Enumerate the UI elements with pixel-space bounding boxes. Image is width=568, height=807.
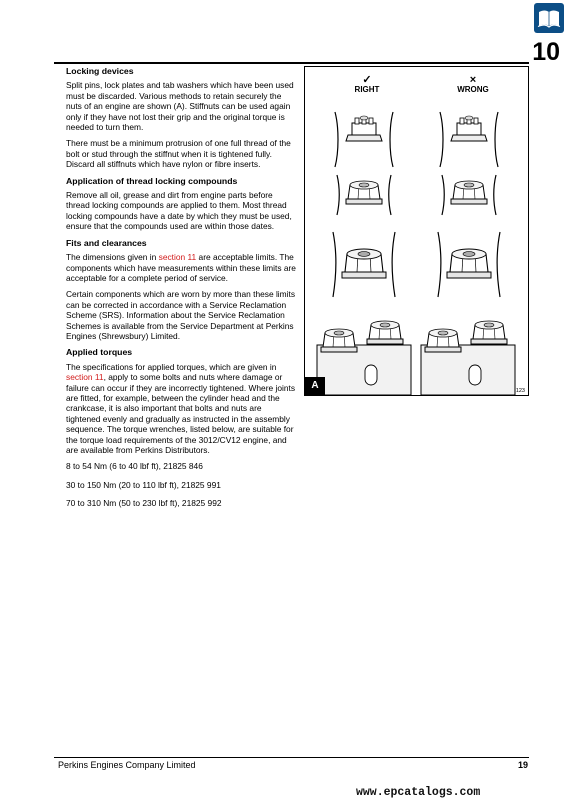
paragraph: There must be a minimum protrusion of one full thread of the bolt or stud through the stiffnut when it is tightened fully. Discard all stiffnuts which have nylon or fibre inserts. (66, 138, 291, 170)
torque-wrench-item: 30 to 150 Nm (20 to 110 lbf ft), 21825 991 (66, 479, 221, 490)
figure-label-a: A (305, 377, 325, 395)
heading-thread-locking: Application of thread locking compounds (66, 175, 238, 186)
footer-company-name: Perkins Engines Company Limited (58, 760, 196, 770)
paragraph-text: , apply to some bolts and nuts where damage or failure can occur if they are incorrectly tightened. Where joints are fitted, for example, between the cylinder head and the crankcase, it is also important that bolts and nuts are tightened evenly and gradually as instructed in the assembly sequence. The torque wrenches, listed below, are suitable for the torque load requirements of the 3012/CV12 engine, and are available from Perkins Distributors. (66, 372, 296, 455)
torque-wrench-item: 70 to 310 Nm (50 to 230 lbf ft), 21825 992 (66, 498, 222, 509)
paragraph-text: The dimensions given in (66, 252, 159, 263)
section-11-link[interactable]: section 11 (158, 252, 197, 263)
section-11-link[interactable]: section 11 (66, 372, 104, 383)
paragraph: Certain components which are worn by more than these limits can be corrected in accordance with a Service Reclamation Scheme (SRS). Information about the Service Reclamation Schemes is available from the Service Department at Perkins Engines (Shrewsbury) Limited. (66, 289, 296, 341)
paragraph: Split pins, lock plates and tab washers which have been used must be discarded. Various methods to retain securely the nuts of an engine are shown (A). Stiffnuts can be used again only if they have not lost their grip and the original torque is needed to turn them. (66, 80, 294, 133)
paragraph-text: are acceptable limits. The components which have measurements within these limits are acceptable for a complete period of service. (66, 252, 296, 283)
wrong-label: WRONG (457, 85, 489, 94)
footer-page-number: 19 (517, 760, 528, 770)
paragraph-text: The specifications for applied torques, which are given in (66, 361, 277, 372)
watermark-url[interactable]: www.epcatalogs.com (356, 786, 481, 799)
paragraph: Remove all oil, grease and dirt from engine parts before thread locking compounds are applied to them. Most thread locking compounds have a date by which they must be used, ensure that the compounds used are within those dates. (66, 190, 292, 232)
cross-icon: × (469, 74, 477, 86)
heading-fits-clearances: Fits and clearances (66, 237, 147, 248)
figure-reference-number: 123 (515, 388, 525, 394)
paragraph (66, 362, 298, 456)
locking-devices-figure (304, 66, 529, 396)
main-text-column (66, 66, 298, 517)
nut-illustrations (305, 67, 529, 396)
heading-applied-torques: Applied torques (66, 347, 133, 358)
heading-locking-devices: Locking devices (66, 66, 134, 76)
chapter-number: 10 (532, 38, 560, 66)
open-book-icon[interactable] (534, 3, 564, 33)
torque-wrench-item: 8 to 54 Nm (6 to 40 lbf ft), 21825 846 (66, 461, 203, 472)
check-icon: ✓ (362, 74, 372, 86)
right-label: RIGHT (354, 85, 380, 94)
paragraph (66, 252, 298, 283)
header-rule (54, 62, 529, 64)
footer-rule (54, 757, 529, 758)
